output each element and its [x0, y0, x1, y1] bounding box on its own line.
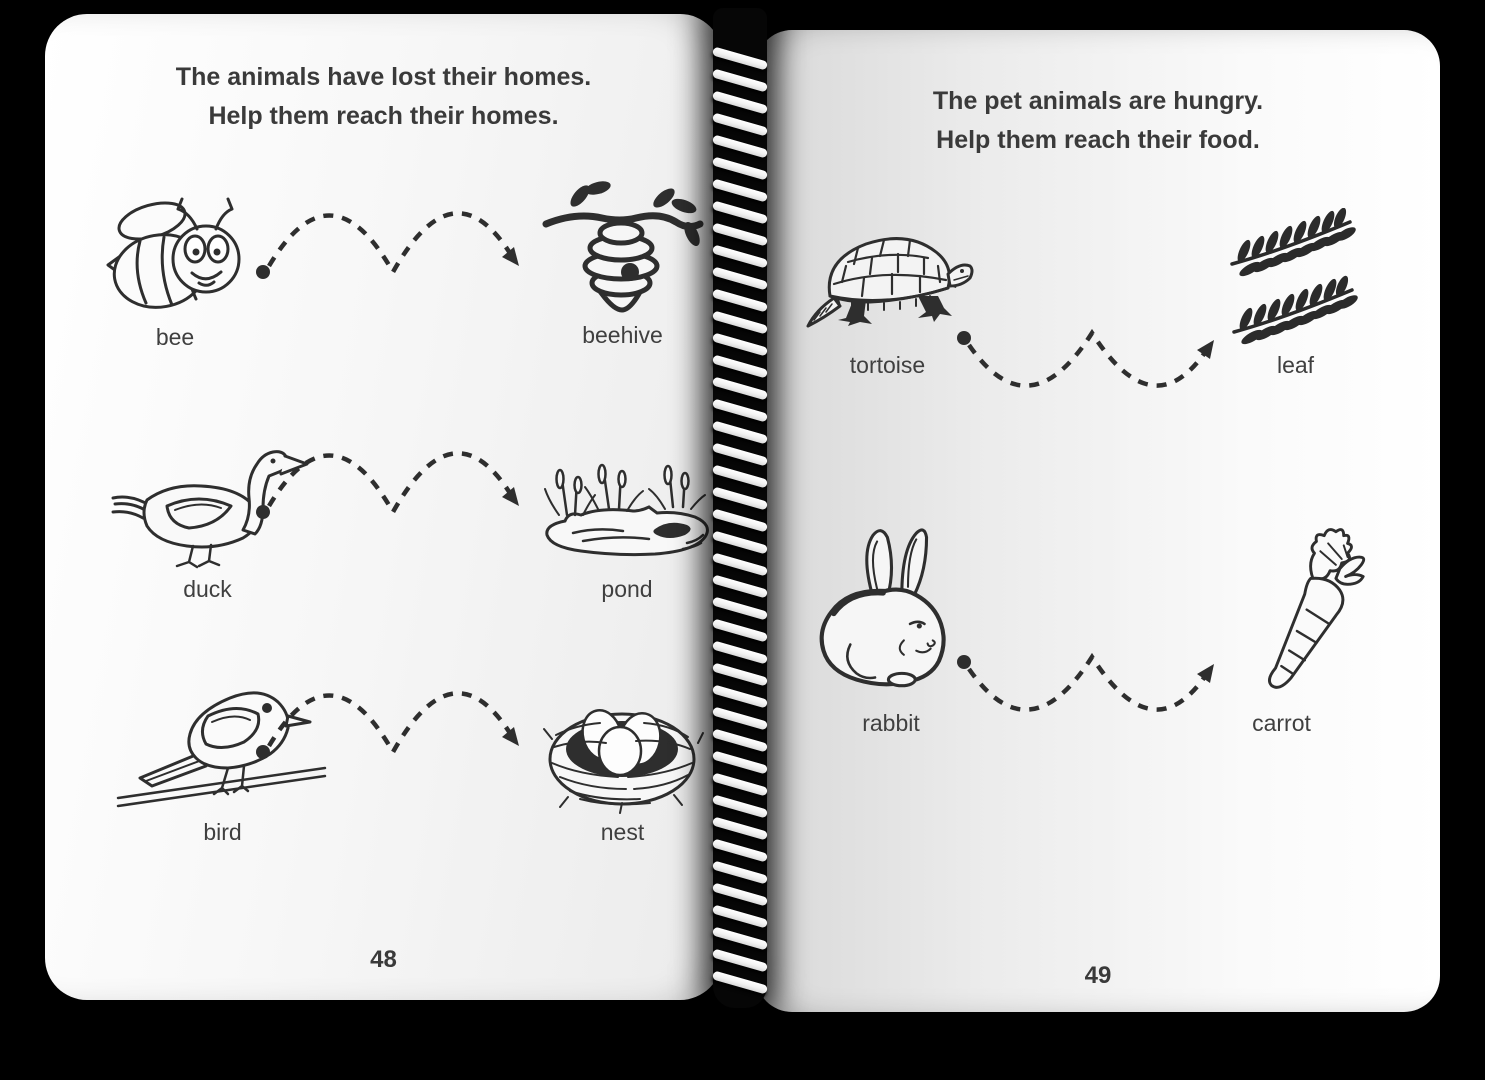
spiral-binding [713, 8, 767, 1008]
spiral-coil [712, 398, 768, 422]
tracing-path-bee-to-beehive [253, 202, 533, 297]
spiral-coil [712, 68, 768, 92]
beehive-illustration [540, 172, 705, 317]
spiral-coil [712, 706, 768, 730]
spiral-coil [712, 574, 768, 598]
tortoise-label: tortoise [849, 352, 926, 378]
bee-label: bee [155, 324, 195, 350]
spiral-coil [712, 948, 768, 972]
spiral-coil [712, 552, 768, 576]
spiral-coil [712, 310, 768, 334]
spiral-coil [712, 530, 768, 554]
tortoise-illustration [800, 222, 975, 342]
tracing-path-rabbit-to-carrot [954, 632, 1234, 742]
spiral-coil [712, 926, 768, 950]
leaf-label: leaf [1276, 352, 1315, 378]
spiral-coil [712, 508, 768, 532]
carrot-label: carrot [1252, 710, 1311, 736]
spiral-coil [712, 750, 768, 774]
spiral-coil [712, 860, 768, 884]
leaf-illustration [1228, 208, 1363, 348]
spiral-coil [712, 728, 768, 752]
rabbit-label: rabbit [862, 710, 920, 736]
duck-label: duck [183, 576, 232, 602]
spiral-coil [712, 46, 768, 70]
spiral-coil [712, 90, 768, 114]
bee-illustration [100, 189, 250, 324]
spiral-coil [712, 882, 768, 906]
spiral-coil [712, 112, 768, 136]
rabbit-illustration [811, 525, 971, 695]
spiral-coil [712, 222, 768, 246]
bird-label: bird [203, 819, 242, 845]
spiral-coil [712, 134, 768, 158]
spiral-coil [712, 288, 768, 312]
right-page [756, 30, 1440, 1012]
spiral-coil [712, 486, 768, 510]
spiral-coil [712, 816, 768, 840]
nest-illustration [540, 679, 705, 819]
spiral-coil [712, 332, 768, 356]
right-page-number: 49 [1084, 962, 1112, 989]
carrot-illustration [1258, 522, 1370, 707]
spiral-coil [712, 464, 768, 488]
spiral-coil [712, 420, 768, 444]
spiral-coil [712, 640, 768, 664]
tracing-path-bird-to-nest [253, 682, 533, 777]
left-title-line2: Help them reach their homes. [208, 102, 559, 130]
right-page-title [756, 82, 1440, 160]
spiral-coil [712, 970, 768, 994]
spiral-coil [712, 244, 768, 268]
spiral-coil [712, 596, 768, 620]
spiral-coil [712, 266, 768, 290]
left-title-line1: The animals have lost their homes. [175, 63, 592, 91]
right-title-line1: The pet animals are hungry. [932, 87, 1264, 115]
right-title-line2: Help them reach their food. [936, 126, 1260, 154]
spiral-coil [712, 794, 768, 818]
nest-label: nest [600, 819, 645, 845]
tracing-path-tortoise-to-leaf [954, 308, 1234, 418]
tracing-path-duck-to-pond [253, 442, 533, 537]
spiral-coil [712, 156, 768, 180]
spiral-coil [712, 376, 768, 400]
pond-illustration [537, 459, 717, 564]
spiral-coil [712, 442, 768, 466]
spiral-coil [712, 838, 768, 862]
left-page-number: 48 [370, 946, 397, 973]
pond-label: pond [601, 576, 653, 602]
spiral-coil [712, 178, 768, 202]
spiral-coil [712, 904, 768, 928]
spiral-coil [712, 662, 768, 686]
spiral-coil [712, 200, 768, 224]
beehive-label: beehive [582, 322, 663, 348]
spiral-coil [712, 684, 768, 708]
spiral-coil [712, 772, 768, 796]
spiral-coil [712, 618, 768, 642]
left-page-title [45, 58, 722, 136]
left-page [45, 14, 722, 1000]
spiral-coil [712, 354, 768, 378]
